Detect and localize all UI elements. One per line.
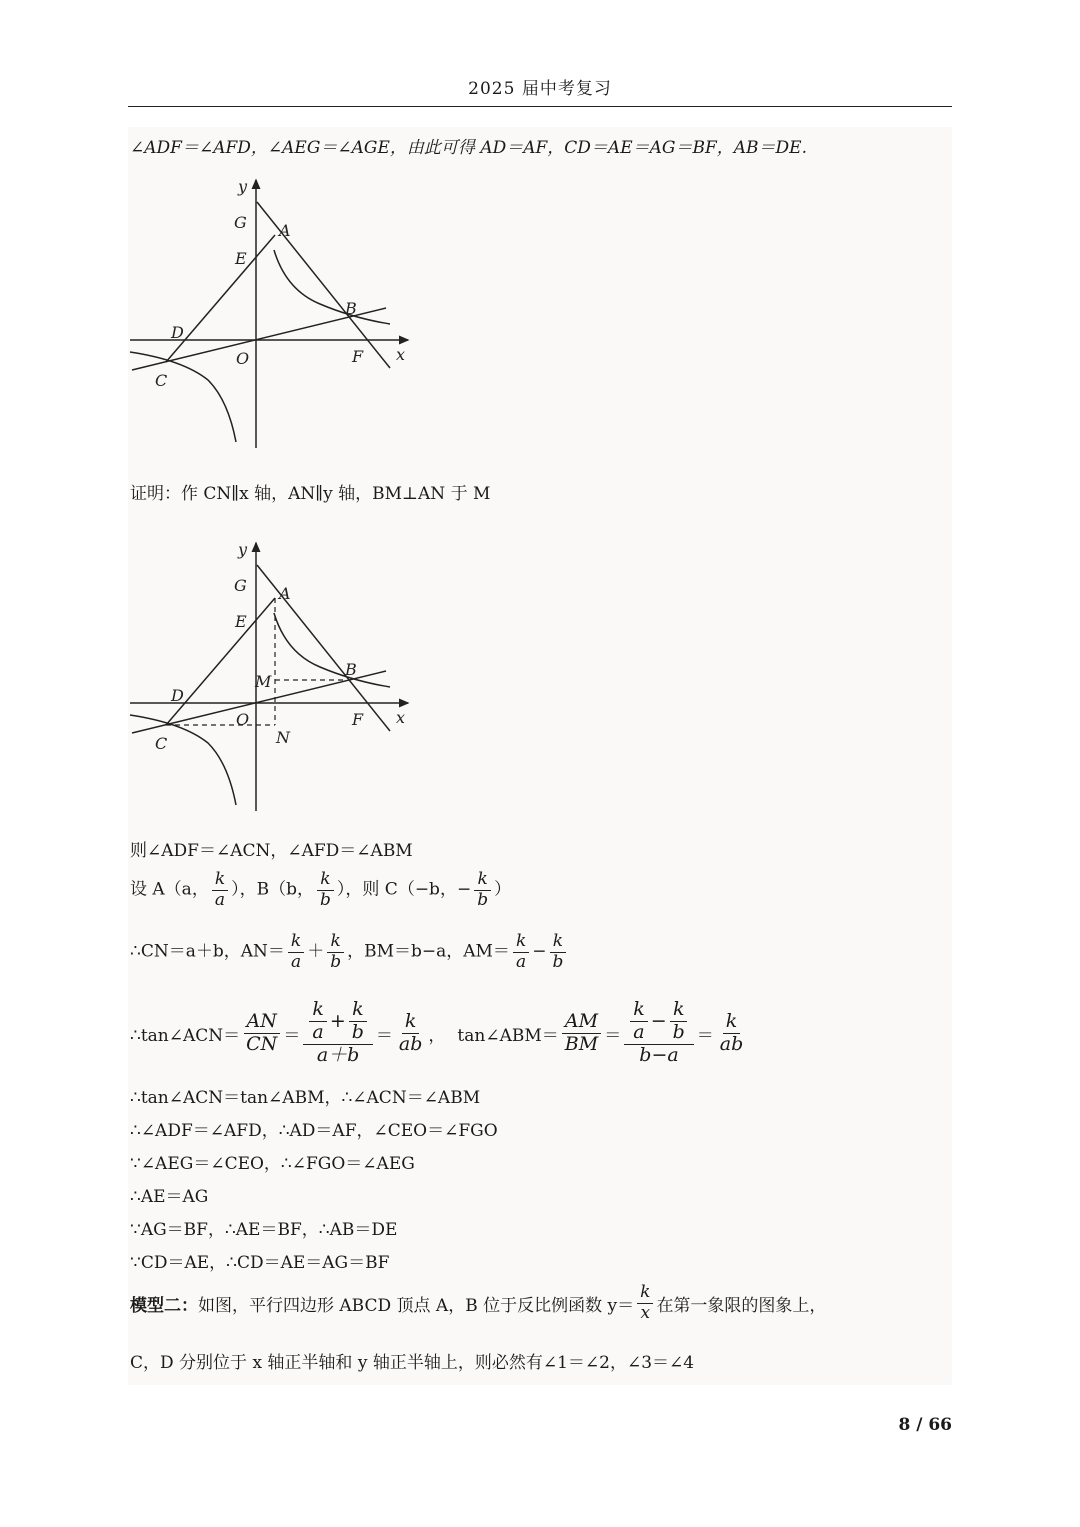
header-rule [128, 106, 952, 107]
label-x: x [396, 345, 406, 364]
label-e: E [235, 249, 247, 268]
label-y: y [238, 540, 248, 559]
label-d: D [171, 323, 184, 342]
page-header: 2025 届中考复习 [468, 79, 612, 99]
step-6: ∵CD＝AE，∴CD＝AE＝AG＝BF [130, 1253, 390, 1273]
line-gf [257, 202, 390, 368]
set-coordinates-line: 设 A（a， $\frac{k}{a}$ ），B（b， $\frac{k}{b}$ ），则 C（−b，− $\frac{k}{b}$ ） [130, 869, 512, 910]
label-f: F [352, 347, 364, 366]
label-c: C [155, 371, 168, 390]
label-a: A [279, 221, 291, 240]
label-g: G [234, 213, 247, 232]
tan-equation-line: ∴tan∠ACN＝ $\frac{AN}{CN}$ ＝ $\frac{k}{a}$ + $\frac{k}{b}$ a＋b ＝ $\frac{k}{ab}$ ， tan∠ABM＝ $\frac{AM}{BM}$ ＝ $\frac{k}{a}$ − $\frac{k}{b}$ b−a ＝ $\frac{k}{ab}$ [130, 998, 744, 1066]
label-m: M [255, 672, 272, 691]
label-o: O [236, 710, 250, 729]
model-two-line: 模型二： 如图，平行四边形 ABCD 顶点 A，B 位于反比例函数 y＝ $\frac{k}{x}$ 在第一象限的图象上， [130, 1282, 827, 1323]
label-f: F [352, 710, 364, 729]
hyperbola-branch-3 [130, 715, 236, 805]
hyperbola-branch-1 [274, 250, 390, 324]
figure-1 [128, 172, 418, 452]
step-5: ∵AG＝BF，∴AE＝BF，∴AB＝DE [130, 1220, 398, 1240]
proof-line: 证明：作 CN∥x 轴，AN∥y 轴，BM⊥AN 于 M [130, 484, 491, 504]
then-line: 则∠ADF＝∠ACN，∠AFD＝∠ABM [130, 841, 413, 861]
label-y: y [238, 177, 248, 196]
label-e: E [235, 612, 247, 631]
line-ca [166, 235, 275, 362]
label-b: B [345, 660, 357, 679]
label-a: A [279, 584, 291, 603]
step-1: ∴tan∠ACN＝tan∠ABM，∴∠ACN＝∠ABM [130, 1088, 481, 1108]
lengths-line: ∴CN＝a＋b，AN＝ $\frac{k}{a}$ ＋ $\frac{k}{b}$ ，BM＝b−a，AM＝ $\frac{k}{a}$ − $\frac{k}{b}$ [130, 932, 569, 972]
page-number: 8 / 66 [898, 1415, 952, 1435]
label-x: x [396, 708, 406, 727]
hyperbola-branch-3 [130, 352, 236, 442]
conclusion-line: ∠ADF＝∠AFD，∠AEG＝∠AGE，由此可得 AD＝AF，CD＝AE＝AG＝BF，AB＝DE. [130, 138, 807, 158]
model-two-label: 模型二： [130, 1295, 198, 1316]
model-two-line-2: C，D 分别位于 x 轴正半轴和 y 轴正半轴上，则必然有∠1＝∠2，∠3＝∠4 [130, 1353, 695, 1373]
label-c: C [155, 734, 168, 753]
label-n: N [276, 728, 290, 747]
label-b: B [345, 299, 357, 318]
hyperbola-branch-1 [274, 613, 390, 687]
label-d: D [171, 686, 184, 705]
step-4: ∴AE＝AG [130, 1187, 209, 1207]
figure-2 [128, 535, 418, 815]
label-g: G [234, 576, 247, 595]
line-ca [166, 598, 275, 725]
step-3: ∵∠AEG＝∠CEO，∴∠FGO＝∠AEG [130, 1154, 415, 1174]
step-2: ∴∠ADF＝∠AFD，∴AD＝AF，∠CEO＝∠FGO [130, 1121, 498, 1141]
line-gf [257, 565, 390, 731]
label-o: O [236, 349, 250, 368]
